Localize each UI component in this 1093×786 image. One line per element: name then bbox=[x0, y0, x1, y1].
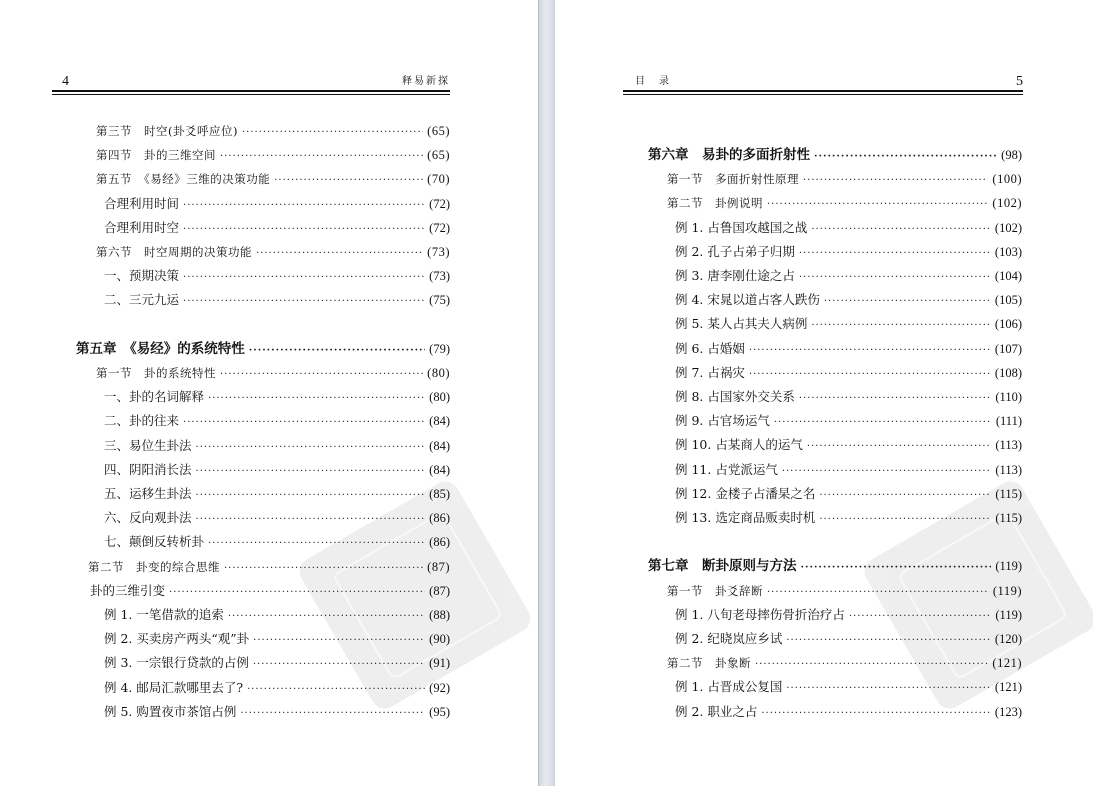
toc-entry-page: (119) bbox=[995, 559, 1022, 574]
dot-leader bbox=[801, 558, 992, 578]
toc-entry bbox=[104, 678, 450, 698]
toc-entry-title: 例 4. 邮局汇款哪里去了? bbox=[104, 679, 244, 695]
dot-leader bbox=[819, 510, 991, 530]
dot-leader bbox=[196, 486, 426, 506]
toc-entry-title: 例 8. 占国家外交关系 bbox=[675, 389, 795, 404]
page-number: 4 bbox=[62, 74, 69, 89]
toc-entry bbox=[675, 677, 1022, 697]
toc-entry bbox=[675, 508, 1022, 528]
toc-entry-title: 例 2. 纪晓岚应乡试 bbox=[675, 631, 783, 646]
toc-section-entry bbox=[667, 653, 1022, 673]
dot-leader bbox=[799, 244, 991, 264]
dot-leader bbox=[220, 365, 423, 385]
toc-entry bbox=[104, 629, 450, 649]
toc-entry-page: (108) bbox=[994, 365, 1022, 380]
toc-entry-title: 六、反向观卦法 bbox=[104, 510, 192, 526]
toc-entry-title: 一、卦的名词解释 bbox=[104, 389, 205, 405]
toc-entry-title: 第二节 卦象断 bbox=[667, 656, 751, 671]
toc-entry bbox=[104, 508, 450, 528]
toc-entry-page: (115) bbox=[995, 486, 1022, 501]
dot-leader bbox=[183, 292, 425, 312]
toc-entry-page: (103) bbox=[994, 244, 1022, 259]
toc-entry-title: 例 1. 占晋成公复国 bbox=[675, 679, 783, 695]
toc-entry-title: 例 6. 占婚姻 bbox=[675, 340, 745, 356]
toc-entry-title: 四、阴阳消长法 bbox=[104, 461, 192, 477]
toc-entry bbox=[675, 290, 1022, 310]
dot-leader bbox=[256, 244, 423, 264]
toc-entry bbox=[675, 314, 1022, 334]
toc-entry-page: (110) bbox=[995, 390, 1022, 404]
toc-entry-title: 例 2. 买卖房产两头“观”卦 bbox=[104, 631, 250, 647]
toc-entry bbox=[675, 218, 1022, 238]
dot-leader bbox=[183, 196, 425, 216]
toc-entry bbox=[675, 339, 1022, 359]
toc-entry bbox=[675, 484, 1022, 504]
toc-entry-title: 例 7. 占祸灾 bbox=[675, 364, 745, 380]
dot-leader bbox=[183, 413, 425, 433]
toc-entry-page: (65) bbox=[427, 124, 450, 138]
toc-entry-page: (72) bbox=[429, 220, 450, 235]
toc-entry-page: (104) bbox=[994, 269, 1022, 283]
dot-leader bbox=[811, 220, 991, 240]
toc-entry-page: (119) bbox=[995, 607, 1022, 622]
right-page bbox=[555, 0, 1093, 786]
dot-leader bbox=[242, 123, 423, 143]
toc-entry-title: 第六节 时空周期的决策功能 bbox=[96, 245, 252, 259]
toc-entry bbox=[90, 581, 450, 601]
toc-entry-page: (120) bbox=[994, 632, 1022, 646]
dot-leader bbox=[749, 365, 991, 385]
toc-entry-title: 第二节 卦变的综合思维 bbox=[88, 559, 220, 574]
toc-entry bbox=[104, 460, 450, 480]
dot-leader bbox=[819, 486, 991, 506]
toc-entry-title: 例 13. 选定商品贩卖时机 bbox=[675, 510, 816, 525]
toc-entry-title: 例 5. 某人占其夫人病例 bbox=[675, 316, 808, 332]
toc-entry-page: (107) bbox=[994, 341, 1022, 356]
toc-entry-page: (73) bbox=[427, 245, 450, 259]
toc-entry bbox=[675, 363, 1022, 383]
toc-entry-title: 例 12. 金楼子占潘杲之名 bbox=[675, 485, 816, 501]
toc-entry-page: (84) bbox=[429, 414, 450, 429]
dot-leader bbox=[811, 316, 991, 336]
toc-chapter-entry bbox=[648, 556, 1022, 576]
toc-entry bbox=[104, 194, 450, 214]
dot-leader bbox=[208, 534, 425, 554]
dot-leader bbox=[196, 510, 426, 530]
toc-section-entry bbox=[96, 169, 450, 189]
dot-leader bbox=[220, 147, 423, 167]
toc-section-entry bbox=[96, 363, 450, 383]
toc-entry-title: 第三节 时空(卦爻呼应位) bbox=[96, 124, 238, 138]
toc-entry-title: 第五节 《易经》三维的决策功能 bbox=[96, 172, 271, 187]
dot-leader bbox=[253, 631, 425, 651]
toc-entry bbox=[104, 218, 450, 238]
toc-entry-page: (87) bbox=[427, 559, 450, 574]
dot-leader bbox=[208, 389, 425, 409]
toc-entry-title: 第一节 多面折射性原理 bbox=[667, 172, 799, 187]
toc-entry-page: (87) bbox=[429, 583, 450, 598]
toc-entry-page: (105) bbox=[994, 293, 1022, 308]
toc-entry bbox=[675, 629, 1022, 649]
dot-leader bbox=[761, 704, 991, 724]
toc-entry bbox=[104, 653, 450, 673]
toc-entry-page: (84) bbox=[429, 462, 450, 477]
dot-leader bbox=[249, 341, 425, 361]
toc-entry-page: (123) bbox=[994, 704, 1022, 719]
dot-leader bbox=[767, 583, 989, 603]
toc-entry-page: (70) bbox=[427, 172, 450, 187]
toc-entry-title: 一、预期决策 bbox=[104, 268, 180, 284]
toc-entry-title: 第五章 《易经》的系统特性 bbox=[76, 340, 245, 357]
toc-entry bbox=[675, 460, 1022, 480]
toc-entry-title: 例 11. 占党派运气 bbox=[675, 461, 778, 477]
dot-leader bbox=[849, 607, 992, 627]
dot-leader bbox=[799, 389, 992, 409]
toc-entry-page: (73) bbox=[429, 269, 450, 284]
running-title: 释易新探 bbox=[402, 76, 450, 87]
toc-entry-title: 例 9. 占官场运气 bbox=[675, 413, 770, 429]
toc-entry bbox=[104, 484, 450, 504]
dot-leader bbox=[274, 171, 423, 191]
header-rule-thin bbox=[52, 94, 450, 95]
toc-entry-title: 第七章 断卦原则与方法 bbox=[648, 558, 797, 575]
toc-entry-title: 七、颠倒反转析卦 bbox=[104, 534, 205, 550]
toc-entry-page: (95) bbox=[429, 704, 450, 719]
toc-entry-page: (65) bbox=[427, 148, 450, 163]
toc-entry-page: (80) bbox=[429, 390, 450, 405]
toc-entry bbox=[104, 532, 450, 552]
dot-leader bbox=[814, 147, 997, 167]
dot-leader bbox=[755, 655, 988, 675]
toc-entry-page: (80) bbox=[427, 366, 450, 380]
toc-entry-page: (86) bbox=[429, 535, 450, 550]
dot-leader bbox=[749, 341, 991, 361]
running-title: 目 录 bbox=[635, 76, 671, 87]
toc-entry-title: 二、卦的往来 bbox=[104, 413, 180, 429]
toc-entry bbox=[675, 387, 1022, 407]
toc-entry-title: 例 5. 购置夜市茶馆占例 bbox=[104, 703, 237, 719]
toc-section-entry bbox=[96, 242, 450, 262]
toc-entry bbox=[104, 290, 450, 310]
dot-leader bbox=[803, 171, 988, 191]
dot-leader bbox=[240, 704, 425, 724]
toc-entry-page: (90) bbox=[429, 632, 450, 647]
toc-entry-title: 卦的三维引变 bbox=[90, 582, 166, 598]
toc-entry-page: (113) bbox=[995, 462, 1022, 477]
toc-entry-page: (84) bbox=[429, 438, 450, 453]
dot-leader bbox=[799, 268, 991, 288]
toc-entry bbox=[675, 605, 1022, 625]
toc-entry bbox=[675, 702, 1022, 722]
toc-entry-page: (106) bbox=[994, 317, 1022, 332]
toc-entry bbox=[104, 411, 450, 431]
toc-entry-page: (91) bbox=[429, 656, 450, 671]
toc-entry-title: 第二节 卦例说明 bbox=[667, 196, 763, 211]
dot-leader bbox=[183, 220, 425, 240]
header-rule-thin bbox=[623, 94, 1023, 95]
toc-entry bbox=[675, 435, 1022, 455]
page-number: 5 bbox=[1016, 74, 1023, 89]
header-rule bbox=[623, 90, 1023, 92]
dot-leader bbox=[247, 680, 425, 700]
dot-leader bbox=[824, 292, 991, 312]
toc-entry-page: (75) bbox=[429, 293, 450, 308]
dot-leader bbox=[169, 583, 425, 603]
toc-entry-title: 第四节 卦的三维空间 bbox=[96, 148, 216, 163]
dot-leader bbox=[807, 437, 992, 457]
toc-entry-page: (98) bbox=[1001, 148, 1022, 162]
dot-leader bbox=[196, 438, 426, 458]
toc-entry-title: 第一节 卦的系统特性 bbox=[96, 366, 216, 380]
toc-entry bbox=[104, 702, 450, 722]
dot-leader bbox=[786, 679, 991, 699]
toc-entry-page: (86) bbox=[429, 511, 450, 526]
toc-entry bbox=[104, 436, 450, 456]
toc-entry-page: (102) bbox=[992, 196, 1022, 211]
toc-entry-page: (115) bbox=[995, 511, 1022, 525]
toc-entry-page: (121) bbox=[994, 680, 1022, 695]
toc-entry-page: (85) bbox=[429, 487, 450, 501]
dot-leader bbox=[183, 268, 425, 288]
dot-leader bbox=[196, 462, 426, 482]
toc-section-entry bbox=[96, 145, 450, 165]
toc-entry bbox=[675, 411, 1022, 431]
toc-section-entry bbox=[667, 169, 1022, 189]
dot-leader bbox=[253, 655, 425, 675]
toc-entry bbox=[104, 266, 450, 286]
toc-entry-title: 第一节 卦爻辞断 bbox=[667, 583, 763, 598]
dot-leader bbox=[786, 631, 991, 651]
dot-leader bbox=[767, 195, 988, 215]
toc-entry-page: (72) bbox=[429, 196, 450, 211]
toc-entry-page: (121) bbox=[992, 656, 1022, 671]
toc-chapter-entry bbox=[648, 145, 1022, 165]
toc-entry-title: 第六章 易卦的多面折射性 bbox=[648, 147, 810, 163]
toc-entry-page: (79) bbox=[429, 341, 450, 356]
toc-section-entry bbox=[88, 557, 450, 577]
toc-entry bbox=[104, 387, 450, 407]
toc-entry bbox=[675, 266, 1022, 286]
toc-entry-title: 合理利用时间 bbox=[104, 195, 180, 211]
toc-section-entry bbox=[667, 581, 1022, 601]
toc-entry-title: 合理利用时空 bbox=[104, 219, 180, 235]
toc-entry-page: (113) bbox=[995, 438, 1022, 453]
header-rule bbox=[52, 90, 450, 92]
dot-leader bbox=[228, 607, 425, 627]
toc-entry-page: (92) bbox=[429, 680, 450, 695]
toc-section-entry bbox=[667, 193, 1022, 213]
toc-entry-title: 例 10. 占某商人的运气 bbox=[675, 437, 803, 453]
toc-entry-page: (88) bbox=[429, 608, 450, 622]
toc-entry-page: (119) bbox=[992, 583, 1022, 598]
toc-entry-title: 例 4. 宋晁以道占客人跌伤 bbox=[675, 292, 820, 308]
left-page bbox=[0, 0, 538, 786]
dot-leader bbox=[774, 413, 992, 433]
toc-entry-title: 二、三元九运 bbox=[104, 292, 180, 308]
toc-chapter-entry bbox=[76, 339, 450, 359]
toc-entry-title: 例 1. 占鲁国攻越国之战 bbox=[675, 219, 808, 235]
dot-leader bbox=[782, 462, 992, 482]
toc-entry-title: 例 2. 孔子占弟子归期 bbox=[675, 243, 795, 259]
toc-entry bbox=[675, 242, 1022, 262]
toc-entry-title: 三、易位生卦法 bbox=[104, 437, 192, 453]
toc-entry-title: 例 3. 一宗银行贷款的占例 bbox=[104, 655, 249, 671]
toc-entry-title: 例 3. 唐李刚仕途之占 bbox=[675, 268, 795, 283]
toc-entry-page: (100) bbox=[992, 172, 1022, 187]
toc-entry-title: 例 1. 一笔借款的追索 bbox=[104, 607, 224, 622]
toc-entry bbox=[104, 605, 450, 625]
toc-entry-title: 例 2. 职业之占 bbox=[675, 703, 758, 719]
toc-entry-page: (102) bbox=[994, 220, 1022, 235]
toc-entry-title: 五、运移生卦法 bbox=[104, 486, 192, 501]
dot-leader bbox=[224, 559, 423, 579]
toc-entry-page: (111) bbox=[995, 414, 1022, 429]
toc-section-entry bbox=[96, 121, 450, 141]
toc-entry-title: 例 1. 八旬老母摔伤骨折治疗占 bbox=[675, 606, 845, 622]
